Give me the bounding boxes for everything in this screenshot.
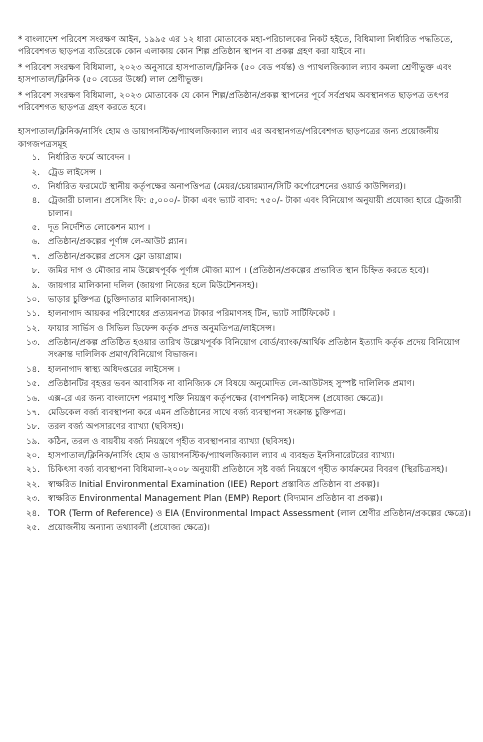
list-item bbox=[18, 479, 471, 491]
list-item-number: ৭. bbox=[31, 251, 40, 262]
list-item-number: ১৮. bbox=[26, 422, 40, 433]
list-item-text: স্বাক্ষরিত Initial Environmental Examination (IEE) Report প্রস্তাবিত প্রতিষ্ঠান বা প্রকল্প)। bbox=[48, 479, 380, 490]
list-item-text: মেডিকেল বর্জ্য ব্যবস্থাপনা করে এমন প্রতিষ্ঠানের সাথে বর্জ্য ব্যবস্থাপনা সংক্রান্ত চুক্তিপত্র। bbox=[48, 407, 346, 418]
list-item-number: ২০. bbox=[26, 451, 40, 462]
list-item bbox=[18, 265, 471, 277]
list-item-text: ট্রেড লাইসেন্স । bbox=[48, 167, 102, 178]
list-item-text: জমির দাগ ও মৌজার নাম উল্লেখপূর্বক পূর্ণাঙ্গ মৌজা ম্যাপ । (প্রতিষ্ঠান/প্রকল্পের প্রভাবিত স্থান চিহ্নিত করতে হবে)। bbox=[48, 266, 429, 277]
list-item bbox=[18, 378, 471, 390]
list-item-text: হাসপাতাল/ক্লিনিক/নার্সিং হোম ও ডায়াগনস্টিক/প্যাথলজিক্যাল ল্যাব এ ব্যবহৃত ইনসিনারেটরের ব্যাখ্যা। bbox=[48, 451, 395, 462]
list-item-text: TOR (Term of Reference) ও EIA (Environmental Impact Assessment (লাল শ্রেণীর প্রতিষ্ঠান/প্রকল্পের ক্ষেত্রে)। bbox=[48, 508, 471, 519]
list-item-text: প্রতিষ্ঠানটির বৃহত্তর ভবন আবাসিক না বানিজ্যিক সে বিষয়ে অনুমোদিত লে-আউটসহ সুস্পষ্ট দালিলিক প্রমাণ। bbox=[48, 379, 415, 390]
list-item bbox=[18, 323, 471, 335]
list-item-text: চিকিৎসা বর্জ্য ব্যবস্থাপনা বিধিমালা-২০০৮ অনুযায়ী প্রতিষ্ঠানে সৃষ্ট বর্জ্য নিয়ন্ত্রণে গৃহীত কার্যক্রমের বিবরণ (স্থিরচিত্রসহ)। bbox=[48, 465, 448, 476]
list-item-number: ২২. bbox=[26, 479, 40, 490]
list-item-number: ২৫. bbox=[26, 523, 40, 534]
list-item bbox=[18, 522, 471, 534]
list-item-number: ১৯. bbox=[26, 436, 40, 447]
list-item-number: ১২. bbox=[26, 323, 40, 334]
list-item-text: কঠিন, তরল ও বায়বীয় বর্জ্য নিয়ন্ত্রণে গৃহীত ব্যবস্থাপনার ব্যাখ্যা (ছবিসহ)। bbox=[48, 436, 295, 447]
requirements-heading: হাসপাতাল/ক্লিনিক/নার্সিং হোম ও ডায়াগনস্টিক/প্যাথলজিক্যাল ল্যাব এর অবস্থানগত/পরিবেশগত ছাড়পত্রের জন্য প্রয়োজনীয় কাগজপত্রসমূহ bbox=[18, 127, 439, 150]
list-item-text: হালনাগাদ স্বাস্থ্য অধিদপ্তরের লাইসেন্স । bbox=[48, 364, 181, 375]
list-item bbox=[18, 280, 471, 292]
list-item-number: ৯. bbox=[31, 280, 40, 291]
list-item-number: ১৬. bbox=[26, 393, 40, 404]
list-item bbox=[18, 222, 471, 234]
list-item-number: ১৫. bbox=[26, 379, 40, 390]
list-item bbox=[18, 421, 471, 433]
list-item-number: ৮. bbox=[31, 266, 40, 277]
list-item bbox=[18, 337, 471, 361]
list-item-text: প্রতিষ্ঠান/প্রকল্প প্রতিষ্ঠিত হওয়ার তারিখ উল্লেখপূর্বক বিনিয়োগ বোর্ড/ব্যাংক/আর্থিক প্রতিষ্ঠান ইত্যাদি কর্তৃক প্রদেয় বিনিয়োগ সংক্রান্ত দালিলিক প্রমাণ/বিনিয়োগ বিভাজন। bbox=[48, 338, 460, 361]
list-item-text: প্রয়োজনীয় অন্যান্য তথ্যাবলী (প্রযোজ্য ক্ষেত্রে)। bbox=[48, 523, 210, 534]
list-item-text: দূত নির্দেশিত লোকেশন ম্যাপ । bbox=[48, 223, 151, 234]
list-item-number: ১০. bbox=[26, 294, 40, 305]
list-item-text: এক্স-রে এর জন্য বাংলাদেশ পরমাণু শক্তি নিয়ন্ত্রণ কর্তৃপক্ষের (বাপশনিক) লাইসেন্স (প্রযোজ্য ক্ষেত্রে)। bbox=[48, 393, 384, 404]
list-item-number: ৪. bbox=[31, 196, 40, 207]
list-item bbox=[18, 508, 471, 520]
list-item-text: ফায়ার সার্ভিস ও সিভিল ডিফেন্স কর্তৃক প্রদত্ত অনুমতিপত্র/লাইসেন্স। bbox=[48, 323, 276, 334]
list-item bbox=[18, 450, 471, 462]
list-item-number: ১৪. bbox=[26, 364, 40, 375]
list-item bbox=[18, 464, 471, 476]
list-item bbox=[18, 167, 471, 179]
list-item-number: ৫. bbox=[31, 223, 40, 234]
list-item bbox=[18, 195, 471, 219]
list-item-text: প্রতিষ্ঠান/প্রকল্পের প্রসেস ফ্লো ডায়াগ্রাম। bbox=[48, 251, 182, 262]
list-item-number: ২. bbox=[31, 167, 40, 178]
list-item-text: ভাড়ার চুক্তিপত্র (চুক্তিদাতার মালিকানাসহ)। bbox=[48, 294, 195, 305]
list-item-number: ২৪. bbox=[26, 508, 40, 519]
intro-paragraph-2: * পরিবেশ সংরক্ষণ বিধিমালা, ২০২৩ অনুসারে হাসপাতাল/ক্লিনিক (৫০ বেড পর্যন্ত) ও প্যাথলজিক্যাল ল্যাব কমলা শ্রেণীভুক্ত এবং হাসপাতাল/ক্লিনিক (৫০ বেডের উর্ধ্বে) লাল শ্রেণীভুক্ত। bbox=[18, 62, 452, 86]
list-item bbox=[18, 393, 471, 405]
intro-paragraph-3: * পরিবেশ সংরক্ষণ বিধিমালা, ২০২৩ মোতাবেক যে কোন শিল্প/প্রতিষ্ঠান/প্রকল্প স্থাপনের পূর্বে সর্বপ্রথম অবস্থানগত ছাড়পত্র তৎপর পরিবেশগত ছাড়পত্র গ্রহণ করতে হবে। bbox=[18, 90, 449, 114]
list-item bbox=[18, 251, 471, 263]
list-item bbox=[18, 236, 471, 248]
list-item-text: প্রতিষ্ঠান/প্রকল্পের পূর্ণাঙ্গ লে-আউট প্ল্যান। bbox=[48, 237, 188, 248]
list-item-text: তরল বর্জ্য অপসারণের ব্যাখ্যা (ছবিসহ)। bbox=[48, 422, 184, 433]
list-item-number: ৬. bbox=[31, 237, 40, 248]
list-item bbox=[18, 152, 471, 164]
list-item-text: ট্রেজারী চালান। প্রসেসিং ফি: ৫,০০০/- টাকা এবং ভ্যাট বাবদ: ৭৫০/- টাকা এবং বিনিয়োগ অনুযায়ী প্রযোজ্য হারে ট্রেজারী চালান। bbox=[48, 196, 462, 219]
list-item-text: নির্ধারিত ফর্মে আবেদন । bbox=[48, 153, 131, 164]
list-item bbox=[18, 308, 471, 320]
list-item-text: স্বাক্ষরিত Environmental Management Plan (EMP) Report (বিদ্যমান প্রতিষ্ঠান বা প্রকল্প)। bbox=[48, 494, 383, 505]
list-item-number: ১৩. bbox=[26, 338, 40, 349]
list-item bbox=[18, 294, 471, 306]
list-item-text: জায়গার মালিকানা দলিল (জায়গা নিজের হলে মিউটেশনসহ)। bbox=[48, 280, 258, 291]
list-item-number: ১৭. bbox=[26, 407, 40, 418]
list-item bbox=[18, 181, 471, 193]
list-item bbox=[18, 436, 471, 448]
list-item-text: হালনাগাদ আয়কর পরিশোধের প্রত্যয়নপত্র টাকার পরিমাণসহ টিন, ভ্যাট সার্টিফিকেট । bbox=[48, 309, 336, 320]
list-item-number: ৩. bbox=[31, 182, 40, 193]
list-item-text: নির্ধারিত ফরমেটে স্থানীয় কর্তৃপক্ষের অনাপত্তিপত্র (মেয়র/চেয়ারম্যান/সিটি কর্পোরেশনের ওয়ার্ড কাউন্সিলর)। bbox=[48, 182, 406, 193]
list-item-number: ২১. bbox=[26, 465, 40, 476]
list-item bbox=[18, 364, 471, 376]
requirements-list bbox=[18, 152, 471, 534]
list-item bbox=[18, 493, 471, 505]
list-item-number: ২৩. bbox=[26, 494, 40, 505]
list-item-number: ১১. bbox=[26, 309, 40, 320]
intro-paragraph-1: * বাংলাদেশ পরিবেশ সংরক্ষণ আইন, ১৯৯৫ এর ১২ ধারা মোতাবেক মহা-পরিচালকের নিকট হইতে, বিধিমালা নির্ধারিত পদ্ধতিতে, পরিবেশগত ছাড়পত্র ব্যতিরেকে কোন এলাকায় কোন শিল্প প্রতিষ্ঠান স্থাপন বা প্রকল্প গ্রহণ করা যাইবে না। bbox=[18, 35, 453, 58]
list-item bbox=[18, 407, 471, 419]
list-item-number: ১. bbox=[31, 153, 40, 164]
